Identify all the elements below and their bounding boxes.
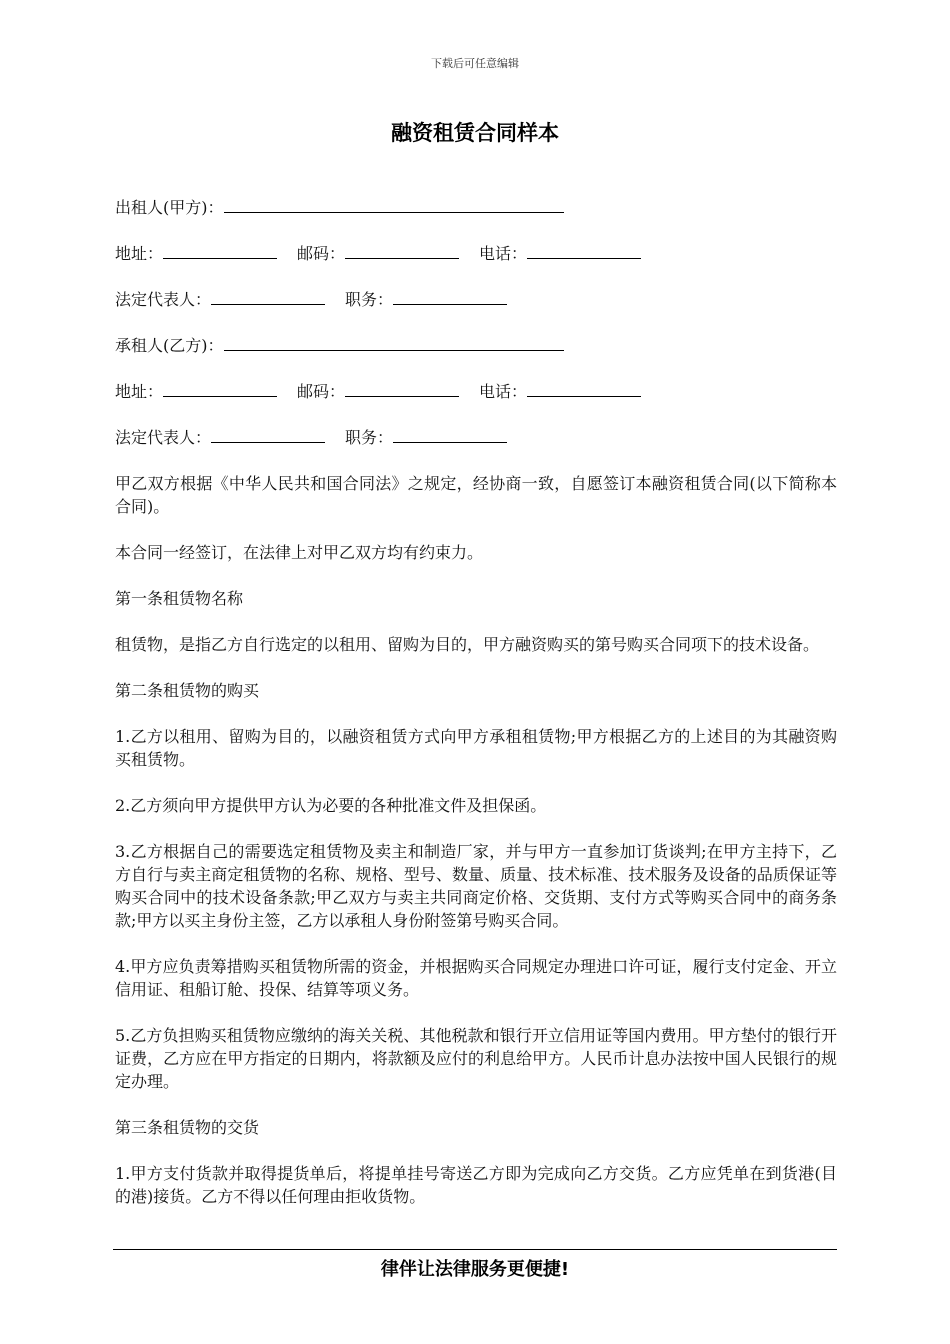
lessee-address-row [115, 380, 837, 403]
postcode-field [297, 242, 459, 265]
lessor-row [115, 196, 837, 219]
lessee-row [115, 334, 837, 357]
intro-paragraph: 甲乙双方根据《中华人民共和国合同法》之规定，经协商一致，自愿签订本融资租赁合同(以下简称本合同)。 [115, 474, 837, 516]
article-1-heading: 第一条租赁物名称 [115, 589, 244, 608]
address-blank [163, 380, 277, 397]
address-label: 地址： [115, 382, 164, 401]
phone-field [479, 242, 641, 265]
article-2-clause-2: 2.乙方须向甲方提供甲方认为必要的各种批准文件及担保函。 [115, 796, 547, 815]
lessee-rep-row [115, 426, 837, 449]
page-title: 融资租赁合同样本 [391, 121, 559, 145]
position-field [345, 426, 507, 449]
article-2-clause-3: 3.乙方根据自己的需要选定租赁物及卖主和制造厂家，并与甲方一直参加订货谈判;在甲方主持下，乙方自行与卖主商定租赁物的名称、规格、型号、数量、质量、技术标准、技术服务及设备的品质保证等购买合同中的技术设备条款;甲乙双方与卖主共同商定价格、交货期、支付方式等购买合同中的商务条款;甲方以买主身份主签，乙方以承租人身份附签第号购买合同。 [115, 842, 837, 930]
phone-blank [527, 242, 641, 259]
legal-rep-blank [211, 288, 325, 305]
position-field [345, 288, 507, 311]
position-label: 职务： [345, 428, 394, 447]
position-blank [393, 426, 507, 443]
postcode-blank [345, 242, 459, 259]
position-label: 职务： [345, 290, 394, 309]
article-3-clause-1: 1.甲方支付货款并取得提货单后，将提单挂号寄送乙方即为完成向乙方交货。乙方应凭单在到货港(目的港)接货。乙方不得以任何理由拒收货物。 [115, 1164, 837, 1206]
lessor-address-row [115, 242, 837, 265]
article-2-heading: 第二条租赁物的购买 [115, 681, 260, 700]
lessee-label: 承租人(乙方)： [115, 336, 224, 355]
address-label: 地址： [115, 244, 164, 263]
article-2-clause-1: 1.乙方以租用、留购为目的，以融资租赁方式向甲方承租租赁物;甲方根据乙方的上述目的为其融资购买租赁物。 [115, 727, 837, 769]
address-blank [163, 242, 277, 259]
postcode-field [297, 380, 459, 403]
article-2-clause-5: 5.乙方负担购买租赁物应缴纳的海关关税、其他税款和银行开立信用证等国内费用。甲方垫付的银行开证费，乙方应在甲方指定的日期内，将款额及应付的利息给甲方。人民币计息办法按中国人民银行的规定办理。 [115, 1026, 837, 1091]
postcode-label: 邮码： [297, 382, 346, 401]
postcode-label: 邮码： [297, 244, 346, 263]
position-blank [393, 288, 507, 305]
phone-label: 电话： [479, 382, 528, 401]
header-note: 下载后可任意编辑 [431, 57, 519, 70]
footer-slogan: 律伴让法律服务更便捷! [380, 1259, 570, 1280]
article-2-clause-4: 4.甲方应负责筹措购买租赁物所需的资金，并根据购买合同规定办理进口许可证，履行支付定金、开立信用证、租船订舱、投保、结算等项义务。 [115, 957, 837, 999]
contract-body [115, 196, 837, 1231]
address-field [115, 242, 277, 265]
address-field [115, 380, 277, 403]
phone-field [479, 380, 641, 403]
legal-rep-label: 法定代表人： [115, 290, 212, 309]
lessor-blank [224, 196, 564, 213]
footer-divider [113, 1249, 837, 1250]
lessor-rep-row [115, 288, 837, 311]
legal-rep-blank [211, 426, 325, 443]
phone-blank [527, 380, 641, 397]
lessee-blank [224, 334, 564, 351]
article-3-heading: 第三条租赁物的交货 [115, 1118, 260, 1137]
lessor-label: 出租人(甲方)： [115, 198, 224, 217]
phone-label: 电话： [479, 244, 528, 263]
binding-paragraph: 本合同一经签订，在法律上对甲乙双方均有约束力。 [115, 543, 484, 562]
legal-rep-label: 法定代表人： [115, 428, 212, 447]
postcode-blank [345, 380, 459, 397]
legal-rep-field [115, 426, 325, 449]
legal-rep-field [115, 288, 325, 311]
article-1-body: 租赁物，是指乙方自行选定的以租用、留购为目的，甲方融资购买的第号购买合同项下的技术设备。 [115, 635, 820, 654]
